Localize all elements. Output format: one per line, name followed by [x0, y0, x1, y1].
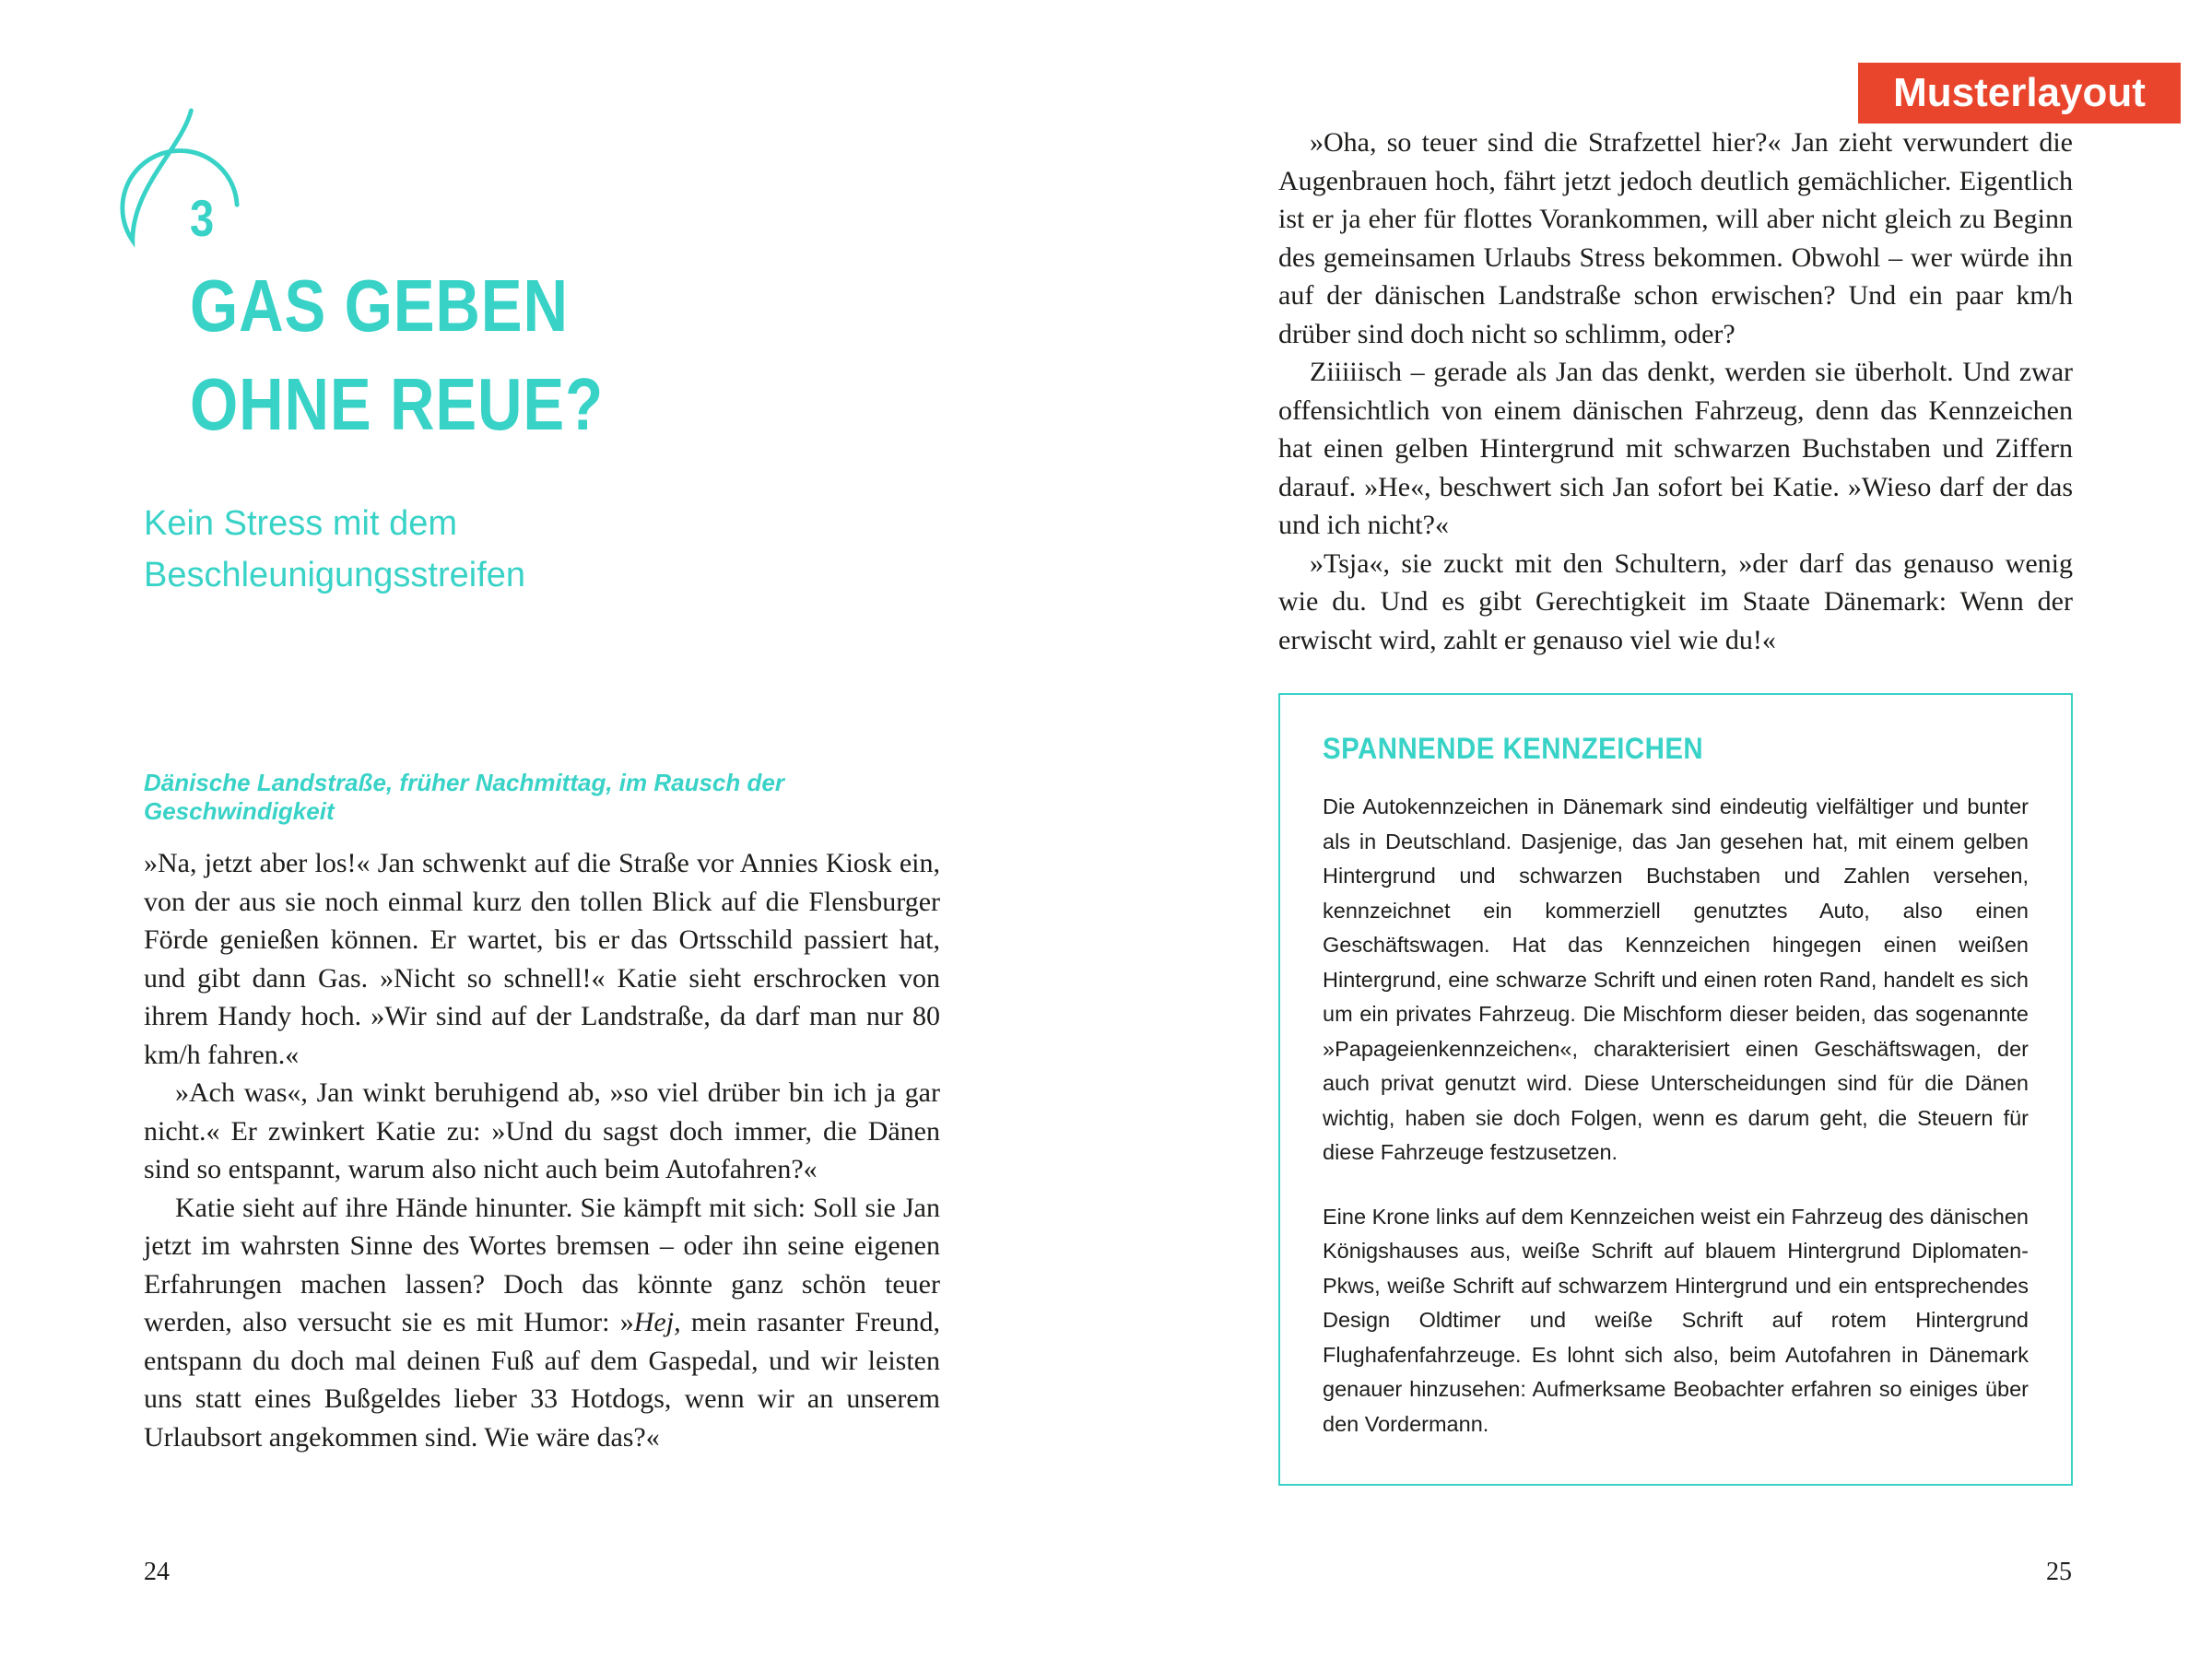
infobox-body [1323, 790, 2029, 1441]
chapter-title-line1: GAS GEBEN [190, 265, 569, 347]
chapter-title-line2: OHNE REUE? [190, 363, 604, 445]
page-number-left: 24 [144, 1558, 170, 1586]
infobox [1278, 693, 2073, 1486]
chapter-title [190, 256, 604, 453]
chapter-subtitle [144, 498, 525, 601]
body-text-right [1278, 124, 2073, 659]
paragraph: »Tsja«, sie zuckt mit den Schultern, »der darf das genauso wenig wie du. Und es gibt Gerechtigkeit im Staate Dänemark: Wenn der erwischt wird, zahlt er genauso viel wie du!« [1278, 547, 2073, 655]
chapter-number: 3 [190, 189, 215, 247]
body-text-left [144, 844, 940, 1456]
infobox-title: SPANNENDE KENNZEICHEN [1323, 732, 1704, 765]
paragraph: Die Autokennzeichen in Dänemark sind eindeutig vielfältiger und bunter als in Deutschland. Dasjenige, das Jan gesehen hat, mit einem gelben Hintergrund und schwarzen Buchstaben und Zahlen versehen, kennzeichnet ein kommerziell genutztes Auto, also einen Geschäftswagen. Hat das Kennzeichen hingegen einen weißen Hintergrund, eine schwarze Schrift und einen roten Rand, handelt es sich um ein privates Fahrzeug. Die Mischform dieser beiden, das sogenannte »Papageienkennzeichen«, charakterisiert einen Geschäftswagen, der auch privat genutzt wird. Diese Unterscheidungen sind für die Dänen wichtig, haben sie doch Folgen, wenn es darum geht, die Steuern für diese Fahrzeuge festzusetzen. [1323, 794, 2029, 1164]
chapter-subtitle-line2: Beschleunigungsstreifen [144, 556, 526, 594]
paragraph: »Na, jetzt aber los!« Jan schwenkt auf die Straße vor Annies Kiosk ein, von der aus sie noch einmal kurz den tollen Blick auf die Flensburger Förde genießen können. Er wartet, bis er das Ortsschild passiert hat, und gibt dann Gas. »Nicht so schnell!« Katie sieht erschrocken von ihrem Handy hoch. »Wir sind auf der Landstraße, da darf man nur 80 km/h fahren.« [144, 848, 940, 1070]
paragraph: »Ach was«, Jan winkt beruhigend ab, »so viel drüber bin ich ja gar nicht.« Er zwinkert Katie zu: »Und du sagst doch immer, die Dänen sind so entspannt, warum also nicht auch beim Autofahren?« [144, 1077, 940, 1184]
musterlayout-banner: Musterlayout [1858, 63, 2181, 124]
paragraph: Katie sieht auf ihre Hände hinunter. Sie kämpft mit sich: Soll sie Jan jetzt im wahrsten Sinne des Wortes bremsen – oder ihn seine eigenen Erfahrungen machen lassen? Doch das könnte ganz schön teuer werden, also versucht sie es mit Humor: »Hej, mein rasanter Freund, entspann du doch mal deinen Fuß auf dem Gaspedal, und wir leisten uns statt eines Bußgeldes lieber 33 Hotdogs, wenn wir an unserem Urlaubsort angekommen sind. Wie wäre das?« [144, 1192, 940, 1453]
chapter-subtitle-line1: Kein Stress mit dem [144, 504, 457, 543]
scene-setting-line: Dänische Landstraße, früher Nachmittag, im Rausch der Geschwindigkeit [144, 769, 784, 825]
paragraph: Ziiiiisch – gerade als Jan das denkt, werden sie überholt. Und zwar offensichtlich von einem dänischen Fahrzeug, denn das Kennzeichen hat einen gelben Hintergrund mit schwarzen Buchstaben und Ziffern darauf. »He«, beschwert sich Jan sofort bei Katie. »Wieso darf der das und ich nicht?« [1278, 357, 2073, 540]
paragraph: »Oha, so teuer sind die Strafzettel hier?« Jan zieht verwundert die Augenbrauen hoch, fährt jetzt jedoch deutlich gemächlicher. Eigentlich ist er ja eher für flottes Vorankommen, will aber nicht gleich zu Beginn des gemeinsamen Urlaubs Stress bekommen. Obwohl – wer würde ihn auf der dänischen Landstraße schon erwischen? Und ein paar km/h drüber sind doch nicht so schlimm, oder? [1278, 127, 2073, 349]
page-number-right: 25 [2046, 1558, 2072, 1586]
paragraph: Eine Krone links auf dem Kennzeichen weist ein Fahrzeug des dänischen Königshauses aus, weiße Schrift auf blauem Hintergrund Diplomaten-Pkws, weiße Schrift auf schwarzem Hintergrund und ein entsprechendes Design Oldtimer und weiße Schrift auf rotem Hintergrund Flughafenfahrzeuge. Es lohnt sich also, beim Autofahren in Dänemark genauer hinzusehen: Aufmerksame Beobachter erfahren so einiges über den Vordermann. [1323, 1204, 2029, 1436]
